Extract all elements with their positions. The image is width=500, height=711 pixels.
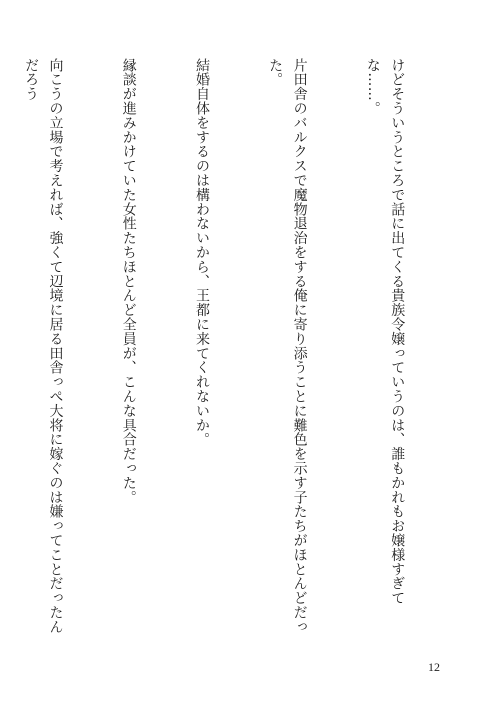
vertical-text-body bbox=[23, 58, 458, 644]
text-line: 向こうの立場で考えれば、強くて辺境に居る田舎っぺ大将に嫁ぐのは嫌ってことだったんだろう bbox=[23, 58, 64, 634]
text-line: 片田舎のバルクスで魔物退治をする俺に寄り添うことに難色を示す子たちがほとんどだった。 bbox=[267, 58, 308, 634]
text-line: 結婚自体をするのは構わないから、王都に来てくれないか。 bbox=[193, 58, 210, 447]
text-line: 縁談が進みかけていた女性たちほとんど全員が、こんな具合だった。 bbox=[120, 58, 137, 505]
page-number: 12 bbox=[428, 660, 440, 674]
text-line: けどそういうところで話に出てくる貴族令嬢っていうのは、誰もかれもお嬢様すぎてな……。 bbox=[364, 58, 406, 606]
